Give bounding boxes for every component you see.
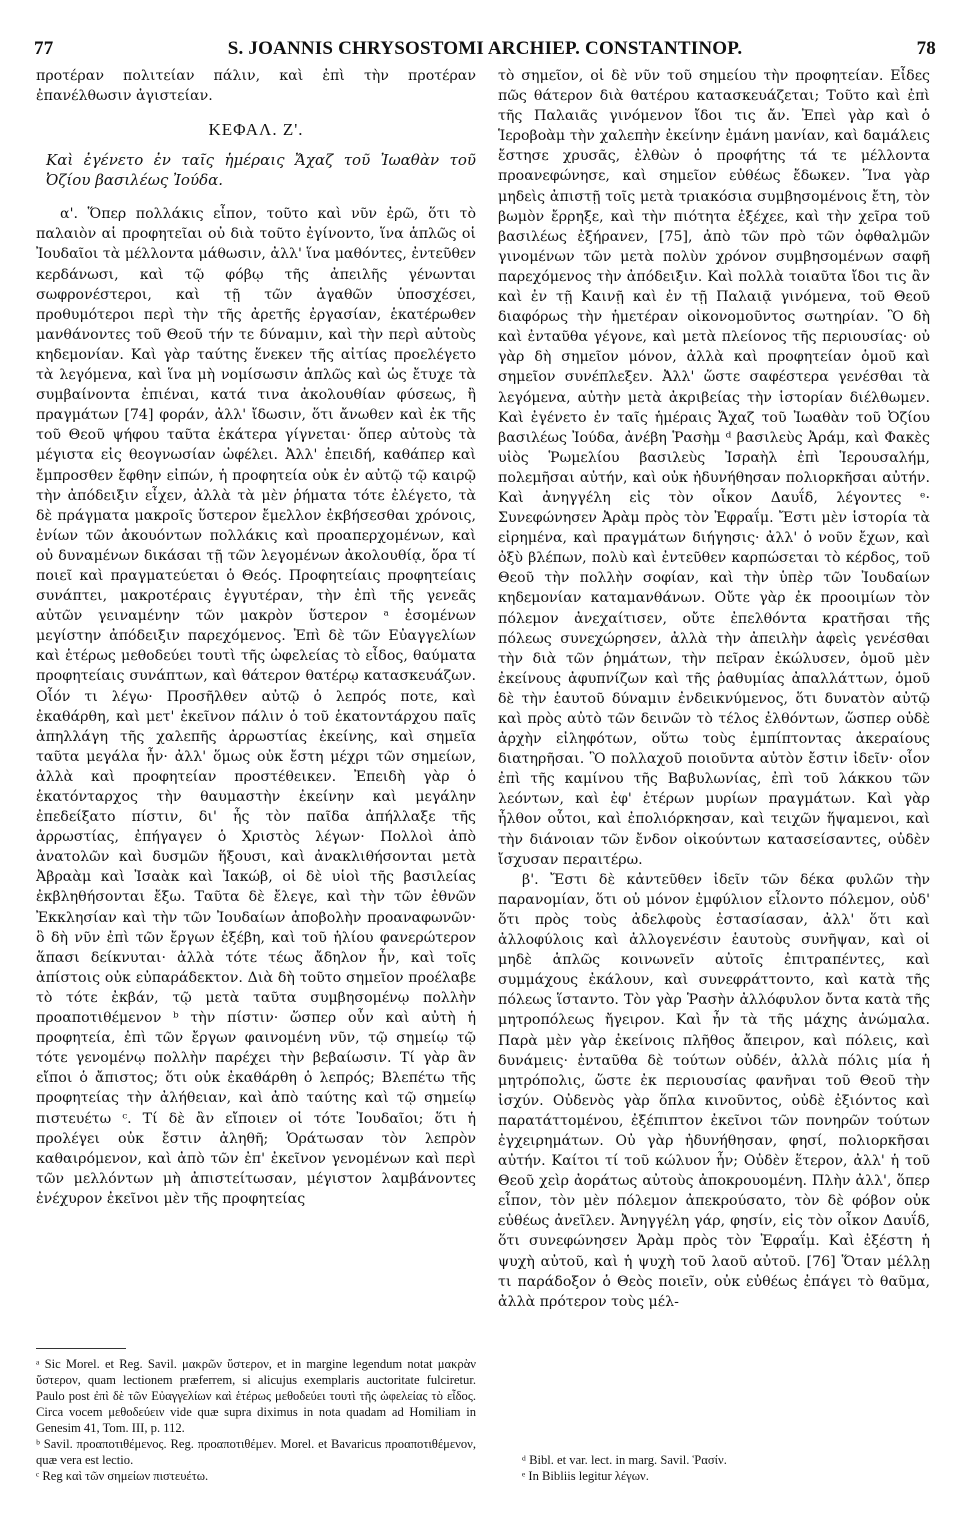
chapter-scripture-heading: Καὶ ἐγένετο ἐν ταῖς ἡμέραις Ἄχαζ τοῦ Ἰωαθὰν τοῦ Ὀζίου βασιλέως Ἰούδα. bbox=[46, 151, 476, 190]
running-header bbox=[34, 38, 936, 62]
footnotes-right bbox=[522, 1452, 930, 1484]
running-title: S. JOANNIS CHRYSOSTOMI ARCHIEP. CONSTANTINOP. bbox=[227, 38, 743, 59]
continuation-paragraph: προτέραν πολιτείαν πάλιν, καὶ ἐπὶ τὴν προτέραν ἐπανέλθωσιν ἀγιστείαν. bbox=[36, 68, 476, 105]
body-paragraph: β'. Ἔστι δὲ κἀντεῦθεν ἰδεῖν τῶν δέκα φυλῶν τὴν παρανομίαν, ὅτι οὐ μόνον ἐμφύλιον εἶλοντο πόλεμον, οὐδ' ὅτι πρὸς τοὺς ἀδελφοὺς ἐστασίασαν, ἀλλ' ὅτι καὶ ἀλλοφύλοις καὶ ἀλλογενέσιν ἑαυτοὺς συνῆψαν, καὶ οἱ μηδὲ ἁπλῶς κοινωνεῖν αὐτοῖς ἐπιτραπέντες, καὶ συμμάχους ἐκάλουν, καὶ συνεφράττοντο, καὶ κατὰ τῆς πόλεως ἵσταντο. Τὸν γὰρ Ῥασὴν ἀλλόφυλον ὄντα κατὰ τῆς μητροπόλεως ἤγειρον. Καὶ ἦν τὰ τῆς μάχης ἀνώμαλα. Παρὰ μὲν γὰρ ἐκείνοις πλῆθος ἄπειρον, καὶ πόλεις, καὶ δυνάμεις· ἐνταῦθα δὲ τούτων οὐδέν, ἀλλὰ πόλις μία ἡ μητρόπολις, ὥστε ἐκ περιουσίας φανῆναι τοῦ Θεοῦ τὴν ἰσχύν. Οὐδενὸς γὰρ ὅπλα κινοῦντος, οὐδὲ ἐξιόντος καὶ παρατάττομένου, ἐξέπιπτον ἐκεῖνοι τῶν πονηρῶν τούτων ἐγχειρημάτων. Οὐ γὰρ ἠδυνήθησαν, φησί, πολιορκῆσαι αὐτήν. Καίτοι τί τοῦ κώλυον ἦν; Οὐδὲν ἕτερον, ἀλλ' ἡ τοῦ Θεοῦ χεὶρ ἀοράτως αὐτοὺς ἀποκρουομένη. Πλὴν ἀλλ', ὅπερ εἶπον, τὸν μὲν πόλεμον ἀπεκρούσατο, τὸν δὲ φόβον οὐκ εὐθέως ἀνεῖλεν. Ἀνηγγέλη γάρ, φησίν, εἰς τὸν οἶκον Δαυΐδ, ὅτι συνεφώνησεν Ἀρὰμ πρὸς τὸν Ἐφραΐμ. Καὶ ἐξέστη ἡ ψυχὴ αὐτοῦ, καὶ ἡ ψυχὴ τοῦ λαοῦ αὐτοῦ. [76] Ὅταν μέλλῃ τι παράδοξον ὁ Θεὸς ποιεῖν, οὐκ εὐθέως ἐπάγει τὸ θαῦμα, ἀλλὰ πρότερον τοὺς μέλ- bbox=[498, 871, 930, 1310]
right-column bbox=[498, 66, 930, 1312]
chapter-heading: ΚΕΦΑΛ. Ζ'. bbox=[208, 120, 304, 140]
footnote: ᶜ Reg καὶ τῶν σημείων πιστευέτω. bbox=[36, 1469, 209, 1483]
left-column bbox=[36, 66, 476, 1209]
body-paragraph: τὸ σημεῖον, οἱ δὲ νῦν τοῦ σημείου τὴν προφητείαν. Εἶδες πῶς θάτερον διὰ θατέρου κατασκευάζεται; Τοῦτο καὶ ἐπὶ τῆς Παλαιᾶς γινόμενον ἴδοι τις ἄν. Ἐπεὶ γὰρ καὶ ὁ Ἱεροβοὰμ τὴν χαλεπὴν ἐκείνην ἐμάνη μανίαν, καὶ δαμάλεις ἔστησε χρυσᾶς, ἐλθὼν ὁ προφήτης τά τε μέλλοντα προανεφώνησε, καὶ σημεῖον εὐθέως ἔδωκεν. Ἵνα γὰρ μηδεὶς ἀπιστῇ τοῖς μετὰ τριακόσια συμβησομένοις ἔτη, τὸν βωμὸν ἔρρηξε, καὶ τὴν πιότητα ἐξέχεε, καὶ τὴν χεῖρα τοῦ βασιλέως ἐξήρανεν, [75], ἀπὸ τῶν πρὸ τῶν ὀφθαλμῶν γινομένων τῶν μετὰ πολὺν χρόνον συμβησομένων σαφῆ παρεχόμενος τὴν ἀπόδειξιν. Καὶ πολλὰ τοιαῦτα ἴδοι τις ἂν καὶ ἐν τῇ Καινῇ καὶ ἐν τῇ Παλαιᾷ γινόμενα, τοῦ Θεοῦ διαφόρως τὴν ἡμετέραν οἰκονομοῦντος σωτηρίαν. Ὃ δὴ καὶ ἐνταῦθα γέγονε, καὶ μετὰ πλείονος τῆς περιουσίας· οὐ γὰρ δὴ σημεῖον μόνον, ἀλλὰ καὶ προφητείαν ὁμοῦ καὶ σημεῖον συνέπλεξεν. Ἀλλ' ὥστε σαφέστερα γενέσθαι τὰ λεγόμενα, αὐτὴν μετὰ ἀκριβείας τὴν ἱστορίαν διέλθωμεν. Καὶ ἐγένετο ἐν ταῖς ἡμέραις Ἄχαζ τοῦ Ἰωαθὰν τοῦ Ὀζίου βασιλέως Ἰούδα, ἀνέβη Ῥασὴμ ᵈ βασιλεὺς Ἀράμ, καὶ Φακὲς υἱὸς Ῥωμελίου βασιλεὺς Ἰσραὴλ ἐπὶ Ἱερουσαλήμ, πολεμῆσαι αὐτήν, καὶ οὐκ ἠδυνήθησαν πολιορκῆσαι αὐτήν. Καὶ ἀνηγγέλη εἰς τὸν οἶκον Δαυΐδ, λέγοντες ᵉ· Συνεφώνησεν Ἀρὰμ πρὸς τὸν Ἐφραΐμ. Ἔστι μὲν ἱστορία τὰ εἰρημένα, καὶ πραγμάτων διήγησις· ἀλλ' ὁ νοῦν ἔχων, καὶ ὀξὺ βλέπων, πολὺ καὶ ἐντεῦθεν καρπώσεται τὸ κέρδος, τοῦ Θεοῦ τὴν πολλὴν σοφίαν, καὶ τὴν ὑπὲρ τῶν Ἰουδαίων κηδεμονίαν καταμανθάνων. Οὔτε γὰρ ἐκ προοιμίων τὸν πόλεμον ἀνεχαίτισεν, οὔτε ἐπελθόντα κρατῆσαι τῆς πόλεως συνεχώρησεν, ἀλλὰ τὴν ἀπειλὴν ἀφεὶς γενέσθαι τὴν διὰ τῶν ῥημάτων, τὴν πεῖραν ἐκώλυσεν, ὁμοῦ μὲν ἐκείνους ἀφυπνίζων καὶ τῆς ῥαθυμίας ἀπαλλάττων, ὁμοῦ δὲ τὴν ἑαυτοῦ δύναμιν ἐνδεικνύμενος, ὅτι δυνατὸν αὐτῷ καὶ πρὸς αὐτὸ τῶν δεινῶν τὸ τέλος ἐλθόντων, ὥσπερ οὐδὲ ἀρχὴν εἰληφότων, οὕτω τοὺς ἐμπίπτοντας ἀκεραίους διατηρῆσαι. Ὃ πολλαχοῦ ποιοῦντα αὐτὸν ἔστιν ἰδεῖν· οἷον ἐπὶ τῆς καμίνου τῆς Βαβυλωνίας, ἐπὶ τοῦ λάκκου τῶν λεόντων, καὶ ἐφ' ἑτέρων μυρίων πραγμάτων. Καὶ γὰρ ἦλθον οὗτοι, καὶ ἐπολιόρκησαν, καὶ τειχῶν ἥψαμενοι, καὶ τὴν διάνοιαν τῶν ἔνδον οἰκούντων κατασείσαντες, οὐδὲν ἴσχυσαν περαιτέρω. bbox=[498, 68, 930, 868]
page-number-right: 78 bbox=[916, 38, 936, 59]
page-number-left: 77 bbox=[34, 38, 54, 59]
footnotes-left bbox=[36, 1356, 476, 1484]
footnote: ᵈ Bibl. et var. lect. in marg. Savil. Ῥασίν. bbox=[522, 1453, 727, 1467]
footnote: ᵇ Savil. προαποτιθέμενος. Reg. προαποτιθέμεν. Morel. et Bavaricus προαποτιθέμενον, quæ vera est lectio. bbox=[36, 1437, 476, 1467]
footnote-rule bbox=[36, 1348, 126, 1349]
body-paragraph: α'. Ὅπερ πολλάκις εἶπον, τοῦτο καὶ νῦν ἐρῶ, ὅτι τὸ παλαιὸν αἱ προφητεῖαι οὐ διὰ τοῦτο ἐγίνοντο, ἵνα ἁπλῶς οἱ Ἰουδαῖοι τὰ μέλλοντα μάθωσιν, ἀλλ' ἵνα μαθόντες, ἐντεῦθεν κερδάνωσι, καὶ τῷ φόβῳ τῆς ἀπειλῆς γένωνται σωφρονέστεροι, καὶ τῇ τῶν ἀγαθῶν ὑποσχέσει, προθυμότεροι περὶ τὴν τῆς ἀρετῆς ἐργασίαν, ἑκατέρωθεν μανθάνοντες τοῦ Θεοῦ τήν τε δύναμιν, καὶ τὴν περὶ αὐτοὺς κηδεμονίαν. Καὶ γὰρ ταύτης ἕνεκεν τῆς αἰτίας προελέγετο τὰ λεγόμενα, καὶ ἵνα μὴ νομίσωσιν ἁπλῶς καὶ ὡς ἔτυχε τὰ συμβαίνοντα ἐπιέναι, κατά τινα ἀκολουθίαν φύσεως, ἢ πραγμάτων [74] φοράν, ἀλλ' ἴδωσιν, ὅτι ἄνωθεν καὶ ἐκ τῆς τοῦ Θεοῦ ψήφου ταῦτα ἑκάτερα γίγνεται· ὅπερ αὐτοὺς τὰ μέγιστα εἰς θεογνωσίαν ὠφέλει. Ἀλλ' ἐπειδή, καθάπερ καὶ ἔμπροσθεν ἔφθην εἰπών, ἡ προφητεία οὐκ ἐν αὐτῷ τῷ καιρῷ τὴν ἀπόδειξιν εἶχεν, ἀλλὰ τὰ μὲν ῥήματα τότε ἐλέγετο, τὰ δὲ πράγματα μακροῖς ὕστερον ἔμελλον ἐκβήσεσθαι χρόνοις, ἐνίων τῶν ἀκουόντων πολλάκις καὶ προαπερχομένων, καὶ οὐ δυναμένων δικάσαι τῇ τῶν λεγομένων ἀκολουθίᾳ, ὅρα τί ποιεῖ καὶ πραγματεύεται ὁ Θεός. Προφητείαις προφητείαις συνάπτει, μακροτέραις ἐγγυτέραν, τὴν ἐπὶ τῆς γενεᾶς αὐτῶν γειναμένην τῶν μακρὸν ὕστερον ᵃ ἐσομένων μεγίστην ἀπόδειξιν παρεχόμενος. Ἐπὶ δὲ τῶν Εὐαγγελίων καὶ ἑτέρως μεθοδεύει τουτὶ τῆς ὠφελείας τὸ εἶδος, θαύματα προφητείαις συνάπτων, καὶ θάτερον θατέρῳ κατασκευάζων. Οἷόν τι λέγω· Προσῆλθεν αὐτῷ ὁ λεπρός ποτε, καὶ ἐκαθάρθη, καὶ μετ' ἐκεῖνον πάλιν ὁ τοῦ ἑκατοντάρχου παῖς ἀπηλλάγη τῆς χαλεπῆς ἀρρωστίας ἐκείνης, καὶ σημεῖα ταῦτα μεγάλα ἦν· ἀλλ' ὅμως οὐκ ἔστη μέχρι τῶν σημείων, ἀλλὰ καὶ προφητείαν προστέθεικεν. Ἐπειδὴ γὰρ ὁ ἑκατόνταρχος τὴν θαυμαστὴν ἐκείνην καὶ μεγάλην ἐπεδείξατο πίστιν, δι' ἧς τὸν παῖδα ἀπήλλαξε τῆς ἀρρωστίας, ἐπήγαγεν ὁ Χριστὸς λέγων· Πολλοὶ ἀπὸ ἀνατολῶν καὶ δυσμῶν ἥξουσι, καὶ ἀνακλιθήσονται μετὰ Ἀβραὰμ καὶ Ἰσαὰκ καὶ Ἰακώβ, οἱ δὲ υἱοὶ τῆς βασιλείας ἐκβληθήσονται ἔξω. Ταῦτα δὲ ἔλεγε, καὶ τὴν τῶν ἐθνῶν Ἐκκλησίαν καὶ τὴν τῶν Ἰουδαίων ἀποβολὴν προαναφωνῶν· ὃ δὴ νῦν ἐπὶ τῶν ἔργων ἐξέβη, καὶ τοῦ ἡλίου φανερώτερον ἅπασι δείκνυται· ἀλλὰ τότε τέως ἄδηλον ἦν, καὶ τοῖς ἀπίστοις οὐκ εὐπαράδεκτον. Διὰ δὴ τοῦτο σημεῖον προέλαβε τὸ τότε ἐκβάν, τῷ μετὰ ταῦτα συμβησομένῳ πολλὴν προαποτιθέμενον ᵇ τὴν πίστιν· ὥσπερ οὖν καὶ αὐτὴ ἡ προφητεία, ἐπὶ τῶν ἔργων φαινομένη νῦν, τῷ σημείῳ τῷ τότε γενομένῳ πολλὴν παρέχει τὴν βεβαίωσιν. Τί γὰρ ἂν εἴποι ὁ ἄπιστος; ὅτι οὐκ ἐκαθάρθη ὁ λεπρός; Βλεπέτω τῆς προφητείας τὴν ἀλήθειαν, καὶ ἀπὸ ταύτης καὶ τῷ σημείῳ πιστευέτω ᶜ. Τί δὲ ἂν εἴποιεν οἱ τότε Ἰουδαῖοι; ὅτι ἡ προλέγει οὐκ ἔστιν ἀληθῆ; Ὁράτωσαν τὸν λεπρὸν καθαιρόμενον, καὶ ἀπὸ τῶν ἐπ' ἐκεῖνον γενομένων καὶ περὶ τῶν μελλόντων μὴ ἀπιστείτωσαν, μέγιστον λαμβάνοντες ἐνέχυρον ἐκεῖνοι μὲν τῆς προφητείας bbox=[36, 206, 476, 1207]
footnote: ᵃ Sic Morel. et Reg. Savil. μακρῶν ὕστερον, et in margine legendum notat μακρὰν ὕστερον, quam lectionem præferrem, si alicujus exemplaris auctoritate fulciretur. Paulo post ἐπὶ δὲ τῶν Εὐαγγελίων καὶ ἑτέρως μεθοδεύει τουτὶ τῆς ὠφελείας τὸ εἶδος. Circa vocem μεθοδεύειν vide quæ supra diximus in nota quadam ad Homiliam in Genesim 41, Tom. III, p. 112. bbox=[36, 1357, 476, 1435]
footnote: ᵉ In Bibliis legitur λέγων. bbox=[522, 1469, 649, 1483]
